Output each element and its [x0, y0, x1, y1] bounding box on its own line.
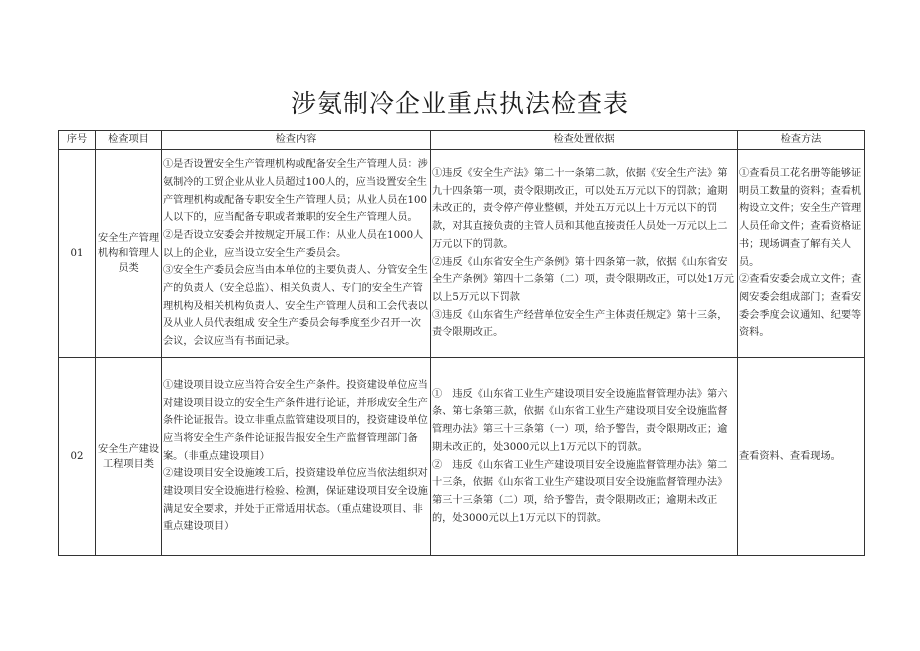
method-entry: ②查看安委会成立文件；查阅安委会组成部门；查看安委会季度会议通知、纪要等资料。 [739, 274, 862, 339]
header-item: 检查项目 [96, 131, 162, 150]
table-header-row [59, 131, 865, 150]
row-basis [431, 358, 738, 556]
content-entry: ②建设项目安全设施竣工后，投资建设单位应当依法组织对建设项目安全设施进行检验、检测，保证建设项目安全设施满足安全要求，并处于正常适用状态。（重点建设项目、非重点建设项目） [163, 468, 428, 533]
header-method: 检查方法 [738, 131, 865, 150]
row-method [738, 150, 865, 358]
row-no: 02 [59, 358, 96, 556]
table-row [59, 150, 865, 358]
header-no: 序号 [59, 131, 96, 150]
row-content [162, 358, 431, 556]
row-content [162, 150, 431, 358]
row-item: 安全生产建设工程项目类 [96, 358, 162, 556]
inspection-table [58, 130, 865, 556]
method-entry: 查看资料、查看现场。 [739, 450, 841, 462]
header-content: 检查内容 [162, 131, 431, 150]
method-entry: ①查看员工花名册等能够证明员工数量的资料；查看机构设立文件；安全生产管理人员任命文件；查看资格证书；现场调查了解有关人员。 [739, 167, 862, 268]
row-method [738, 358, 865, 556]
content-entry: ③安全生产委员会应当由本单位的主要负责人、分管安全生产的负责人（安全总监）、相关负责人、专门的安全生产管理机构及相关机构负责人、安全生产管理人员和工会代表以及从业人员代表组成 安全生产委员会每季度至少召开一次会议，会议应当有书面记录。 [163, 265, 428, 348]
basis-entry: ① 违反《山东省工业生产建设项目安全设施监督管理办法》第六条、第七条第三款，依据《山东省工业生产建设项目安全设施监督管理办法》第三十三条第（一）项，给予警告，责令限期改正；逾期未改正的，处3000元以上1万元以下的罚款。 [432, 388, 728, 453]
page-title: 涉氨制冷企业重点执法检查表 [290, 89, 629, 118]
content-entry: ①建设项目设立应当符合安全生产条件。投资建设单位应当对建设项目设立的安全生产条件进行论证，并形成安全生产条件论证报告。设立非重点监管建设项目的，投资建设单位应当将安全生产条件论证报告报安全生产监督管理部门备案。（非重点建设项目） [163, 379, 428, 462]
basis-entry: ②违反《山东省安全生产条例》第十四条第一款，依据《山东省安全生产条例》第四十二条第（二）项，责令限期改正，可以处1万元以上5万元以下罚款 [432, 256, 734, 303]
header-basis: 检查处置依据 [431, 131, 738, 150]
content-entry: ②是否设立安委会并按规定开展工作：从业人员在1000人以上的企业，应当设立安全生产委员会。 [163, 229, 424, 259]
content-entry: ①是否设置安全生产管理机构或配备安全生产管理人员：涉氨制冷的工贸企业从业人员超过100人的，应当设置安全生产管理机构或配备专职安全生产管理人员；从业人员在100人以下的，应当配备专职或者兼职的安全生产管理人员。 [163, 159, 428, 224]
basis-entry: ①违反《安全生产法》第二十一条第二款，依据《安全生产法》第九十四条第一项，责令限期改正，可以处五万元以下的罚款；逾期未改正的，责令停产停业整顿，并处五万元以上十万元以下的罚款，对其直接负责的主管人员和其他直接责任人员处一万元以上二万元以下的罚款。 [432, 167, 728, 250]
table-row [59, 358, 865, 556]
basis-entry: ③违反《山东省生产经营单位安全生产主体责任规定》第十三条，责令限期改正。 [432, 309, 728, 339]
row-item: 安全生产管理机构和管理人员类 [96, 150, 162, 358]
basis-entry: ② 违反《山东省工业生产建设项目安全设施监督管理办法》第二十三条，依据《山东省工业生产建设项目安全设施监督管理办法》第三十三条第（二）项，给予警告，责令限期改正；逾期未改正的，处3000元以上1万元以下的罚款。 [432, 459, 728, 524]
row-basis [431, 150, 738, 358]
row-no: 01 [59, 150, 96, 358]
